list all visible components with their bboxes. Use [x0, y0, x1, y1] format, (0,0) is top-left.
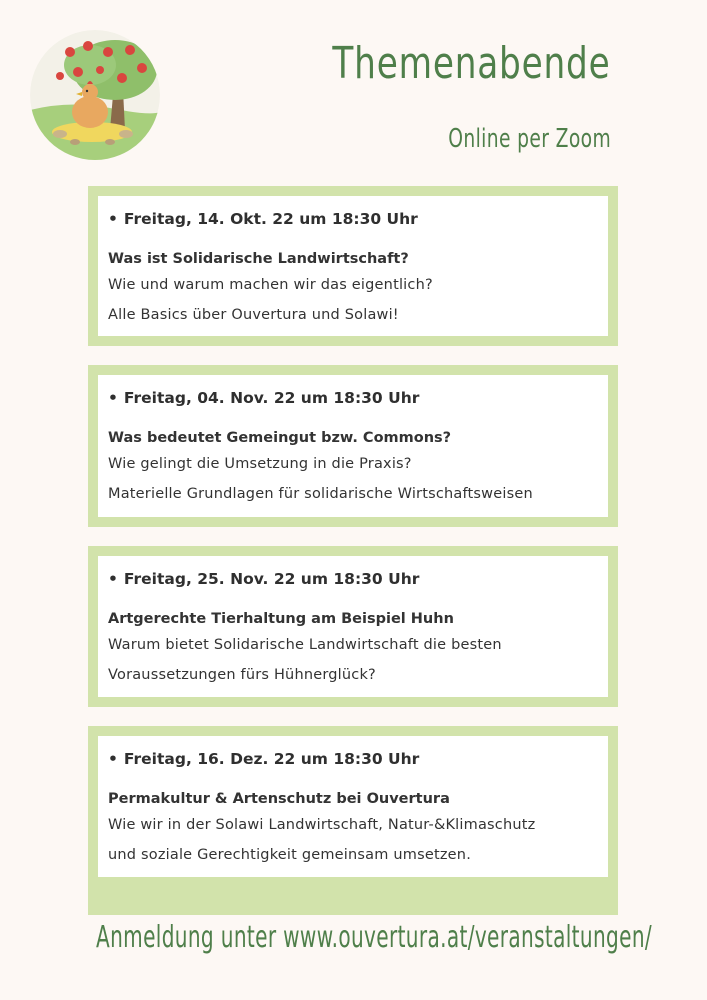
event-description: Voraussetzungen fürs Hühnerglück?	[108, 667, 376, 683]
event-date	[108, 568, 608, 590]
event-date-text: Freitag, 04. Nov. 22 um 18:30 Uhr	[123, 389, 420, 407]
event-date	[108, 387, 608, 409]
event-card-content	[98, 375, 608, 517]
registration-link[interactable]: Anmeldung unter www.ouvertura.at/veranstaltungen/	[96, 920, 653, 955]
event-topic: Was ist Solidarische Landwirtschaft?	[108, 251, 409, 267]
bullet-icon: •	[108, 210, 118, 228]
event-card	[88, 726, 618, 915]
event-description: Materielle Grundlagen für solidarische Wirtschaftsweisen	[108, 486, 533, 502]
event-card	[88, 186, 618, 346]
bullet-icon: •	[108, 570, 118, 588]
event-card-content	[98, 196, 608, 336]
event-description: Wie gelingt die Umsetzung in die Praxis?	[108, 456, 412, 472]
event-date	[108, 748, 608, 770]
event-description: Wie und warum machen wir das eigentlich?	[108, 277, 433, 293]
event-description: Warum bietet Solidarische Landwirtschaft die besten	[108, 637, 502, 653]
event-card-content	[98, 556, 608, 697]
event-card-content	[98, 736, 608, 877]
event-topic: Was bedeutet Gemeingut bzw. Commons?	[108, 430, 452, 446]
event-date-text: Freitag, 14. Okt. 22 um 18:30 Uhr	[123, 210, 418, 228]
page-title: Themenabende	[332, 38, 611, 89]
event-date	[108, 208, 608, 230]
event-date-text: Freitag, 16. Dez. 22 um 18:30 Uhr	[123, 750, 420, 768]
bullet-icon: •	[108, 750, 118, 768]
event-description: Wie wir in der Solawi Landwirtschaft, Natur-&Klimaschutz	[108, 817, 536, 833]
bullet-icon: •	[108, 389, 118, 407]
event-card	[88, 546, 618, 707]
event-topic: Artgerechte Tierhaltung am Beispiel Huhn	[108, 611, 454, 627]
event-description: und soziale Gerechtigkeit gemeinsam umsetzen.	[108, 847, 471, 863]
event-topic: Permakultur & Artenschutz bei Ouvertura	[108, 791, 450, 807]
chicken-tree-logo	[30, 30, 160, 160]
page-subtitle: Online per Zoom	[448, 124, 611, 154]
event-description: Alle Basics über Ouvertura und Solawi!	[108, 307, 399, 323]
event-date-text: Freitag, 25. Nov. 22 um 18:30 Uhr	[123, 570, 420, 588]
event-card	[88, 365, 618, 527]
